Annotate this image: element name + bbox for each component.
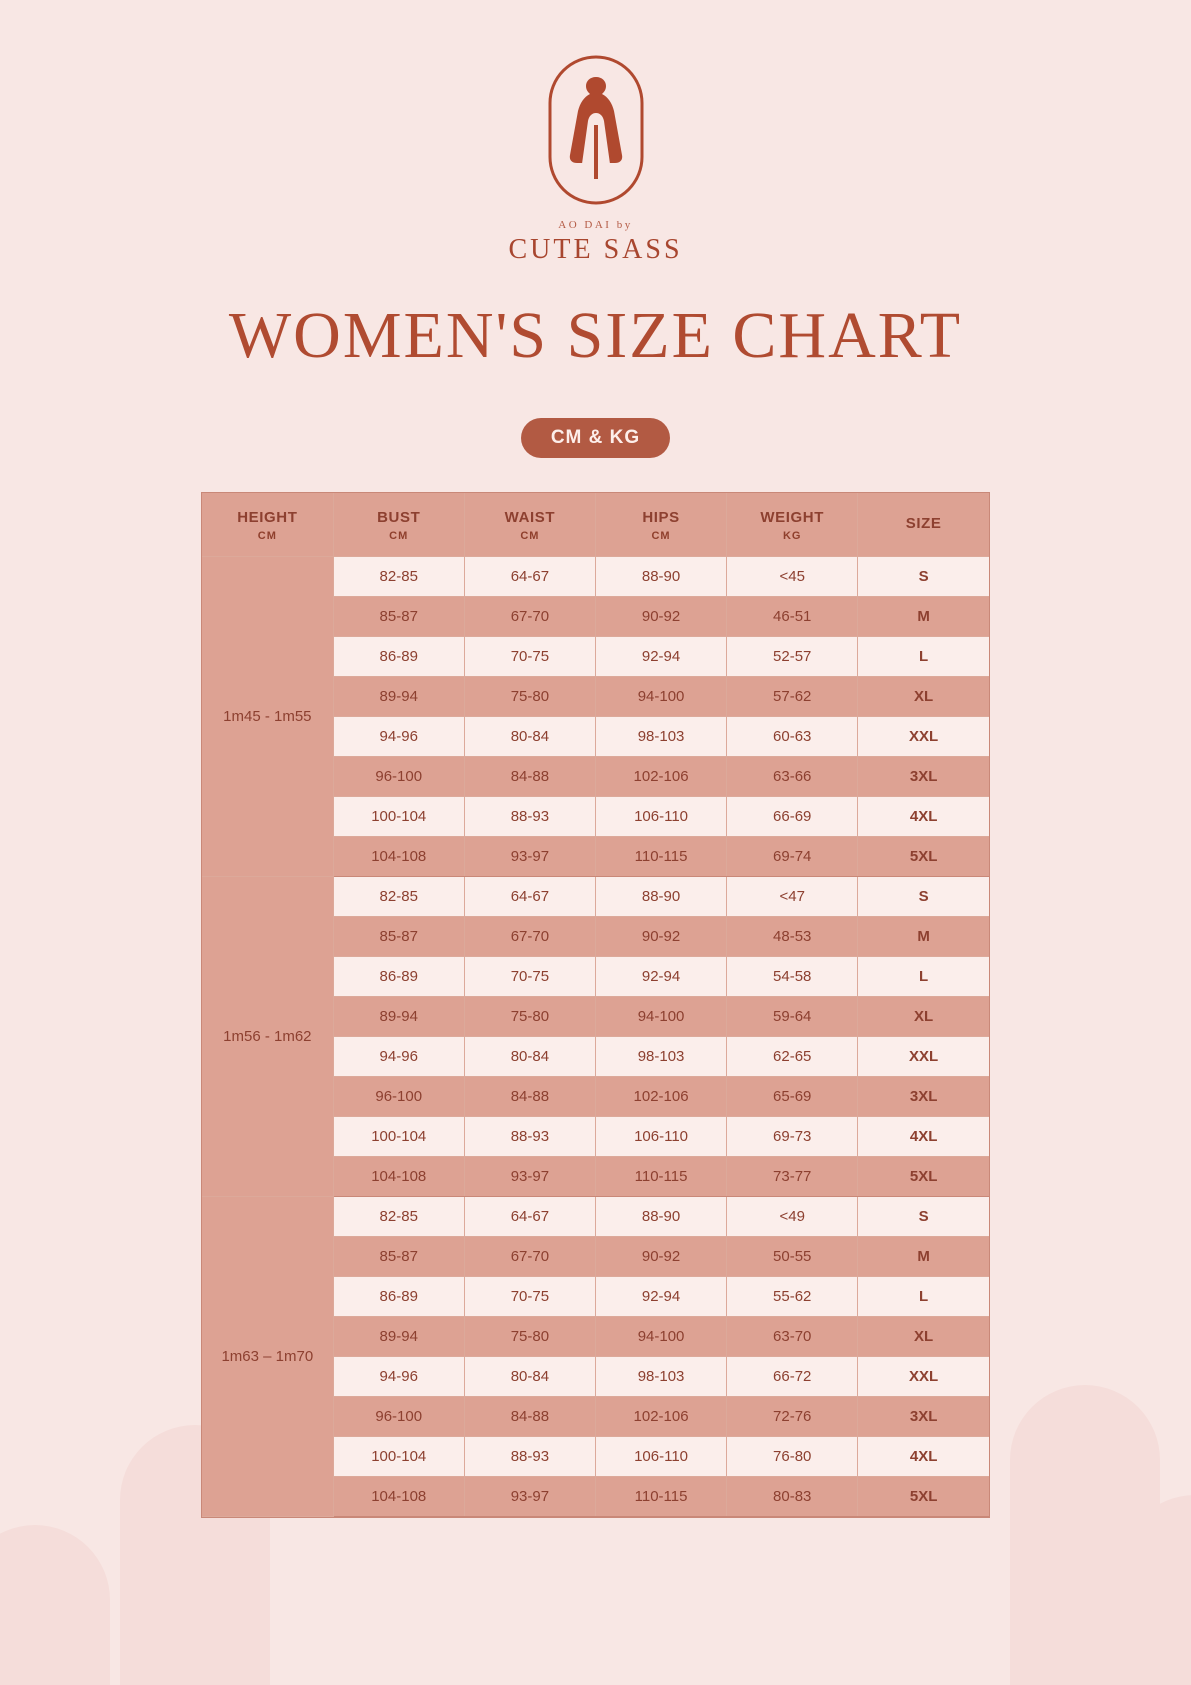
hips-cell: 98-103	[595, 1357, 726, 1397]
weight-cell: 66-72	[727, 1357, 858, 1397]
height-group-cell: 1m63 – 1m70	[202, 1197, 333, 1517]
size-cell: 3XL	[858, 1077, 989, 1117]
weight-cell: 59-64	[727, 997, 858, 1037]
brand-tagline: AO DAI by	[558, 219, 633, 231]
height-group-cell: 1m56 - 1m62	[202, 877, 333, 1197]
waist-cell: 67-70	[464, 917, 595, 957]
hips-cell: 102-106	[595, 1397, 726, 1437]
hips-cell: 90-92	[595, 597, 726, 637]
hips-cell: 98-103	[595, 1037, 726, 1077]
column-header-bust: BUST CM	[333, 493, 464, 557]
size-cell: XXL	[858, 1357, 989, 1397]
hips-cell: 94-100	[595, 1317, 726, 1357]
waist-cell: 70-75	[464, 1277, 595, 1317]
weight-cell: 72-76	[727, 1397, 858, 1437]
brand-name: CUTE SASS	[508, 234, 683, 265]
size-cell: M	[858, 1237, 989, 1277]
size-chart-table	[202, 493, 989, 1517]
size-cell: 5XL	[858, 837, 989, 877]
hips-cell: 102-106	[595, 1077, 726, 1117]
size-cell: 5XL	[858, 1157, 989, 1197]
column-unit: CM	[651, 530, 671, 543]
waist-cell: 75-80	[464, 1317, 595, 1357]
hips-cell: 98-103	[595, 717, 726, 757]
weight-cell: 73-77	[727, 1157, 858, 1197]
unit-badge-row	[0, 418, 1191, 458]
weight-cell: <45	[727, 557, 858, 597]
ao-dai-woman-icon	[548, 55, 644, 205]
size-cell: S	[858, 1197, 989, 1237]
size-cell: 4XL	[858, 1117, 989, 1157]
weight-cell: <49	[727, 1197, 858, 1237]
size-cell: XL	[858, 1317, 989, 1357]
waist-cell: 64-67	[464, 877, 595, 917]
column-unit: CM	[389, 530, 409, 543]
bust-cell: 94-96	[333, 1037, 464, 1077]
hips-cell: 106-110	[595, 1437, 726, 1477]
column-header-hips: HIPS CM	[595, 493, 726, 557]
hips-cell: 110-115	[595, 1157, 726, 1197]
bust-cell: 85-87	[333, 917, 464, 957]
size-cell: 3XL	[858, 1397, 989, 1437]
waist-cell: 67-70	[464, 1237, 595, 1277]
table-body	[202, 557, 989, 1517]
waist-cell: 84-88	[464, 1077, 595, 1117]
hips-cell: 92-94	[595, 637, 726, 677]
table-header	[202, 493, 989, 557]
waist-cell: 93-97	[464, 837, 595, 877]
size-cell: XL	[858, 677, 989, 717]
bust-cell: 94-96	[333, 1357, 464, 1397]
size-cell: L	[858, 957, 989, 997]
waist-cell: 70-75	[464, 637, 595, 677]
waist-cell: 93-97	[464, 1477, 595, 1517]
weight-cell: 50-55	[727, 1237, 858, 1277]
bust-cell: 100-104	[333, 797, 464, 837]
waist-cell: 80-84	[464, 1037, 595, 1077]
column-header-height: HEIGHT CM	[202, 493, 333, 557]
column-unit: KG	[782, 530, 802, 543]
bust-cell: 96-100	[333, 1397, 464, 1437]
size-cell: M	[858, 597, 989, 637]
weight-cell: 54-58	[727, 957, 858, 997]
hips-cell: 90-92	[595, 1237, 726, 1277]
weight-cell: 52-57	[727, 637, 858, 677]
column-unit: CM	[257, 530, 277, 543]
bust-cell: 82-85	[333, 877, 464, 917]
bust-cell: 104-108	[333, 837, 464, 877]
hips-cell: 94-100	[595, 997, 726, 1037]
column-header-size: SIZE	[858, 493, 989, 557]
size-cell: L	[858, 637, 989, 677]
hips-cell: 106-110	[595, 1117, 726, 1157]
waist-cell: 70-75	[464, 957, 595, 997]
waist-cell: 84-88	[464, 757, 595, 797]
weight-cell: <47	[727, 877, 858, 917]
hips-cell: 88-90	[595, 877, 726, 917]
waist-cell: 88-93	[464, 1437, 595, 1477]
hips-cell: 94-100	[595, 677, 726, 717]
size-cell: 4XL	[858, 797, 989, 837]
page-title: WOMEN'S SIZE CHART	[228, 299, 963, 372]
size-cell: 5XL	[858, 1477, 989, 1517]
waist-cell: 75-80	[464, 997, 595, 1037]
weight-cell: 62-65	[727, 1037, 858, 1077]
weight-cell: 46-51	[727, 597, 858, 637]
bust-cell: 100-104	[333, 1437, 464, 1477]
hips-cell: 110-115	[595, 1477, 726, 1517]
table-header-row	[202, 493, 989, 557]
brand-logo	[0, 0, 1191, 266]
waist-cell: 80-84	[464, 717, 595, 757]
hips-cell: 88-90	[595, 1197, 726, 1237]
weight-cell: 60-63	[727, 717, 858, 757]
weight-cell: 65-69	[727, 1077, 858, 1117]
hips-cell: 110-115	[595, 837, 726, 877]
table-row	[202, 557, 989, 597]
waist-cell: 75-80	[464, 677, 595, 717]
hips-cell: 102-106	[595, 757, 726, 797]
size-cell: S	[858, 877, 989, 917]
bust-cell: 104-108	[333, 1157, 464, 1197]
weight-cell: 69-74	[727, 837, 858, 877]
bust-cell: 94-96	[333, 717, 464, 757]
size-cell: S	[858, 557, 989, 597]
unit-badge: CM & KG	[521, 418, 670, 458]
table-row	[202, 877, 989, 917]
bust-cell: 82-85	[333, 557, 464, 597]
size-cell: 4XL	[858, 1437, 989, 1477]
waist-cell: 64-67	[464, 557, 595, 597]
bust-cell: 86-89	[333, 957, 464, 997]
bust-cell: 89-94	[333, 677, 464, 717]
size-cell: M	[858, 917, 989, 957]
bust-cell: 86-89	[333, 637, 464, 677]
size-cell: L	[858, 1277, 989, 1317]
weight-cell: 69-73	[727, 1117, 858, 1157]
size-cell: 3XL	[858, 757, 989, 797]
waist-cell: 88-93	[464, 797, 595, 837]
bust-cell: 85-87	[333, 597, 464, 637]
weight-cell: 76-80	[727, 1437, 858, 1477]
size-chart-table-wrapper	[201, 492, 990, 1518]
bust-cell: 82-85	[333, 1197, 464, 1237]
weight-cell: 55-62	[727, 1277, 858, 1317]
size-cell: XXL	[858, 1037, 989, 1077]
weight-cell: 63-70	[727, 1317, 858, 1357]
bust-cell: 104-108	[333, 1477, 464, 1517]
waist-cell: 67-70	[464, 597, 595, 637]
bust-cell: 100-104	[333, 1117, 464, 1157]
weight-cell: 63-66	[727, 757, 858, 797]
weight-cell: 57-62	[727, 677, 858, 717]
hips-cell: 88-90	[595, 557, 726, 597]
hips-cell: 106-110	[595, 797, 726, 837]
bust-cell: 89-94	[333, 1317, 464, 1357]
weight-cell: 66-69	[727, 797, 858, 837]
column-header-waist: WAIST CM	[464, 493, 595, 557]
waist-cell: 84-88	[464, 1397, 595, 1437]
height-group-cell: 1m45 - 1m55	[202, 557, 333, 877]
hips-cell: 92-94	[595, 957, 726, 997]
bust-cell: 85-87	[333, 1237, 464, 1277]
waist-cell: 93-97	[464, 1157, 595, 1197]
hips-cell: 92-94	[595, 1277, 726, 1317]
waist-cell: 88-93	[464, 1117, 595, 1157]
weight-cell: 48-53	[727, 917, 858, 957]
column-header-weight: WEIGHT KG	[727, 493, 858, 557]
column-unit: CM	[520, 530, 540, 543]
table-row	[202, 1197, 989, 1237]
bust-cell: 89-94	[333, 997, 464, 1037]
waist-cell: 80-84	[464, 1357, 595, 1397]
waist-cell: 64-67	[464, 1197, 595, 1237]
weight-cell: 80-83	[727, 1477, 858, 1517]
size-cell: XXL	[858, 717, 989, 757]
size-cell: XL	[858, 997, 989, 1037]
bust-cell: 96-100	[333, 1077, 464, 1117]
bust-cell: 86-89	[333, 1277, 464, 1317]
bust-cell: 96-100	[333, 757, 464, 797]
hips-cell: 90-92	[595, 917, 726, 957]
